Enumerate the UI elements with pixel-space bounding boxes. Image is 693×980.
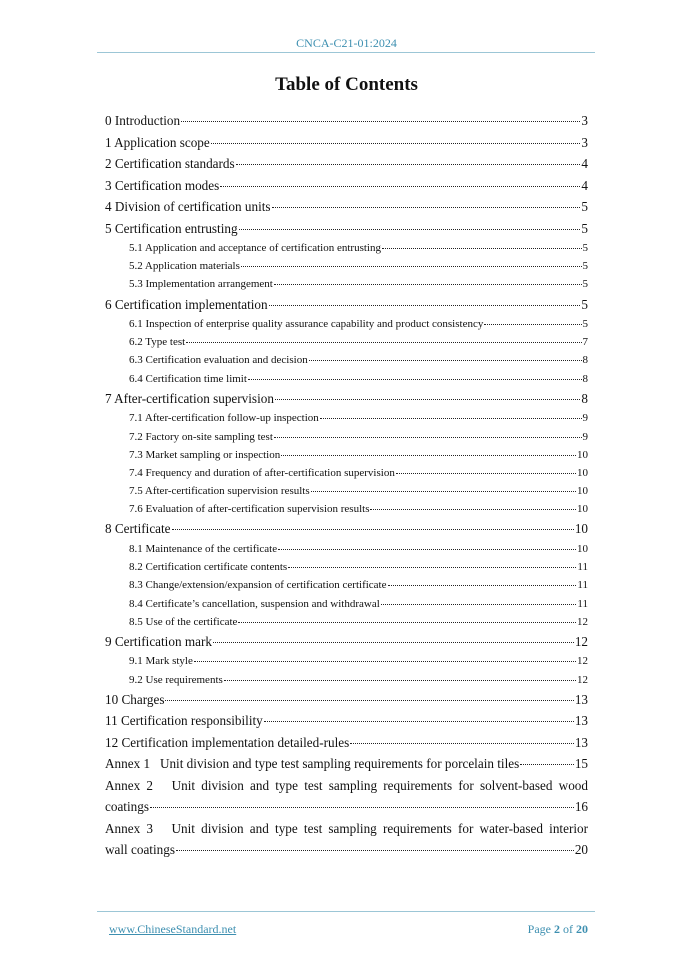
toc-entry-page: 4 <box>581 177 588 193</box>
toc-subsection-entry[interactable] <box>105 428 588 446</box>
toc-entry-page: 3 <box>581 134 588 150</box>
dot-leader <box>211 143 581 144</box>
toc-entry-page: 7 <box>582 336 588 349</box>
toc-entry-title: 7.3 Market sampling or inspection <box>129 448 281 461</box>
toc-entry-page: 10 <box>577 503 588 516</box>
toc-entry-title: 7.1 After-certification follow-up inspection <box>129 412 319 425</box>
toc-subsection-entry[interactable] <box>105 257 588 275</box>
toc-subsection-entry[interactable] <box>105 558 588 576</box>
dot-leader <box>238 622 576 623</box>
toc-section-entry[interactable] <box>105 153 588 175</box>
dot-leader <box>194 661 576 662</box>
dot-leader <box>172 529 574 530</box>
page-number <box>528 922 588 937</box>
dot-leader <box>269 305 581 306</box>
toc-entry-title: Annex 3 Unit division and type test sampling requirements for water-based interior <box>105 820 588 836</box>
toc-subsection-entry[interactable] <box>105 446 588 464</box>
toc-section-entry[interactable] <box>105 710 588 732</box>
dot-leader <box>236 164 581 165</box>
toc-section-entry[interactable] <box>105 175 588 197</box>
toc-entry-title: 7.5 After-certification supervision results <box>129 485 310 498</box>
toc-entry-page: 12 <box>574 633 588 649</box>
dot-leader <box>381 604 577 605</box>
toc-annex-2[interactable] <box>105 775 588 818</box>
toc-subsection-entry[interactable] <box>105 613 588 631</box>
toc-section-entry[interactable] <box>105 388 588 410</box>
toc-entry-title: 9 Certification mark <box>105 633 212 649</box>
toc-entry-title: 7 After-certification supervision <box>105 390 274 406</box>
toc-entry-title: 10 Charges <box>105 691 165 707</box>
dot-leader <box>150 807 574 808</box>
toc-entry-title: 5.2 Application materials <box>129 260 240 273</box>
toc-entry-page: 9 <box>582 430 588 443</box>
dot-leader <box>309 360 582 361</box>
toc-subsection-entry[interactable] <box>105 671 588 689</box>
toc-section-entry[interactable] <box>105 689 588 711</box>
toc-entry-page: 20 <box>574 842 588 858</box>
dot-leader <box>388 585 577 586</box>
toc-entry-title: 9.1 Mark style <box>129 655 193 668</box>
toc-entries <box>105 110 588 753</box>
toc-entry-title: 5.1 Application and acceptance of certification entrusting <box>129 242 381 254</box>
toc-entry-title: 8.2 Certification certificate contents <box>129 561 288 574</box>
toc-entry-title: 12 Certification implementation detailed-rules <box>105 734 350 750</box>
toc-entry-page: 10 <box>574 521 588 537</box>
dot-leader <box>350 743 574 744</box>
toc-entry-page: 10 <box>577 542 588 555</box>
table-of-contents <box>105 110 588 861</box>
header-divider <box>97 52 595 53</box>
toc-entry-title: 6.1 Inspection of enterprise quality assurance capability and product consistency <box>129 318 484 331</box>
toc-section-entry[interactable] <box>105 294 588 316</box>
toc-subsection-entry[interactable] <box>105 239 588 257</box>
toc-subsection-entry[interactable] <box>105 315 588 333</box>
toc-entry-title: 8.5 Use of the certificate <box>129 615 238 628</box>
dot-leader <box>278 549 576 550</box>
toc-entry-title: 0 Introduction <box>105 113 181 128</box>
dot-leader <box>248 379 582 380</box>
dot-leader <box>275 399 580 400</box>
toc-subsection-entry[interactable] <box>105 351 588 369</box>
toc-entry-title: 7.6 Evaluation of after-certification supervision results <box>129 503 370 516</box>
toc-entry-title-cont: wall coatings <box>105 842 175 858</box>
toc-entry-title: 8 Certificate <box>105 521 171 537</box>
toc-subsection-entry[interactable] <box>105 500 588 518</box>
toc-annex-1[interactable] <box>105 753 588 775</box>
toc-entry-page: 8 <box>581 390 588 406</box>
page-title: Table of Contents <box>275 74 418 95</box>
toc-entry-page: 3 <box>581 113 588 128</box>
dot-leader <box>320 418 582 419</box>
toc-entry-page: 8 <box>582 372 588 385</box>
toc-entry-title: Annex 1 Unit division and type test sampling requirements for porcelain tiles <box>105 756 520 772</box>
toc-subsection-entry[interactable] <box>105 540 588 558</box>
document-code-header: CNCA-C21-01:2024 <box>296 36 397 50</box>
toc-entry-page: 4 <box>581 156 588 171</box>
dot-leader <box>239 229 581 230</box>
toc-entry-page: 13 <box>574 713 588 729</box>
toc-entry-title: 7.2 Factory on-site sampling test <box>129 430 273 443</box>
toc-section-entry[interactable] <box>105 110 588 132</box>
dot-leader <box>274 437 582 438</box>
toc-entry-page: 12 <box>577 615 588 628</box>
toc-entry-page: 8 <box>582 354 588 367</box>
page-current: 2 <box>554 922 560 936</box>
dot-leader <box>520 764 574 765</box>
toc-entry-page: 11 <box>577 579 588 592</box>
dot-leader <box>382 248 582 249</box>
dot-leader <box>484 324 581 325</box>
toc-entry-page: 9 <box>582 412 588 425</box>
toc-subsection-entry[interactable] <box>105 482 588 500</box>
toc-entry-page: 10 <box>577 448 588 461</box>
toc-entry-title: 8.1 Maintenance of the certificate <box>129 542 278 555</box>
toc-subsection-entry[interactable] <box>105 464 588 482</box>
dot-leader <box>396 473 576 474</box>
toc-section-entry[interactable] <box>105 518 588 540</box>
dot-leader <box>186 342 581 343</box>
toc-section-entry[interactable] <box>105 132 588 154</box>
toc-section-entry[interactable] <box>105 196 588 218</box>
toc-entry-page: 12 <box>577 673 588 686</box>
toc-subsection-entry[interactable] <box>105 275 588 293</box>
toc-entry-page: 5 <box>581 199 588 214</box>
dot-leader <box>224 680 576 681</box>
website-link[interactable]: www.ChineseStandard.net <box>109 922 237 936</box>
toc-section-entry[interactable] <box>105 218 588 240</box>
dot-leader <box>220 186 580 187</box>
toc-entry-title: Annex 2 Unit division and type test sampling requirements for solvent-based wood <box>105 777 588 793</box>
toc-subsection-entry[interactable] <box>105 576 588 594</box>
toc-entry-title: 3 Certification modes <box>105 177 220 193</box>
toc-entry-title: 5 Certification entrusting <box>105 220 238 236</box>
page-of: of <box>563 922 573 936</box>
toc-entry-title: 6.2 Type test <box>129 336 186 349</box>
dot-leader <box>181 121 580 122</box>
toc-section-entry[interactable] <box>105 631 588 653</box>
toc-entry-title: 6.4 Certification time limit <box>129 372 247 385</box>
toc-annex-3[interactable] <box>105 818 588 861</box>
toc-subsection-entry[interactable] <box>105 652 588 670</box>
toc-entry-title: 6.3 Certification evaluation and decision <box>129 354 308 367</box>
toc-entry-page: 5 <box>582 318 588 331</box>
toc-entry-page: 5 <box>581 296 588 312</box>
toc-entry-page: 5 <box>582 242 588 254</box>
toc-entry-page: 11 <box>577 597 588 610</box>
dot-leader <box>241 266 582 267</box>
toc-entry-page: 12 <box>577 655 588 668</box>
toc-entry-title: 4 Division of certification units <box>105 199 271 214</box>
footer-divider <box>97 911 595 912</box>
toc-entry-title: 6 Certification implementation <box>105 296 268 312</box>
toc-entry-page: 13 <box>574 734 588 750</box>
dot-leader <box>272 207 581 208</box>
toc-entry-page: 11 <box>577 561 588 574</box>
dot-leader <box>213 642 574 643</box>
toc-entry-page: 5 <box>581 220 588 236</box>
toc-entry-title: 11 Certification responsibility <box>105 713 263 729</box>
toc-subsection-entry[interactable] <box>105 333 588 351</box>
dot-leader <box>165 700 573 701</box>
toc-entry-title: 2 Certification standards <box>105 156 235 171</box>
toc-entry-page: 16 <box>574 799 588 815</box>
toc-entry-page: 5 <box>582 278 588 291</box>
toc-entry-page: 5 <box>582 260 588 273</box>
toc-subsection-entry[interactable] <box>105 595 588 613</box>
toc-entry-page: 13 <box>574 691 588 707</box>
toc-entry-title: 5.3 Implementation arrangement <box>129 278 273 291</box>
dot-leader <box>288 567 576 568</box>
page-total: 20 <box>576 922 588 936</box>
toc-entry-title: 1 Application scope <box>105 134 210 150</box>
dot-leader <box>176 850 574 851</box>
toc-entry-title: 9.2 Use requirements <box>129 673 223 686</box>
toc-entry-title: 8.3 Change/extension/expansion of certification certificate <box>129 579 387 592</box>
toc-entry-title: 8.4 Certificate’s cancellation, suspension and withdrawal <box>129 597 380 610</box>
toc-entry-page: 10 <box>577 485 588 498</box>
dot-leader <box>311 491 576 492</box>
toc-subsection-entry[interactable] <box>105 370 588 388</box>
toc-entry-title: 7.4 Frequency and duration of after-certification supervision <box>129 466 395 479</box>
dot-leader <box>264 721 574 722</box>
dot-leader <box>281 455 576 456</box>
toc-entry-page: 10 <box>577 466 588 479</box>
toc-entry-title-cont: coatings <box>105 799 149 815</box>
dot-leader <box>370 509 576 510</box>
page-prefix: Page <box>527 922 551 936</box>
toc-section-entry[interactable] <box>105 732 588 754</box>
dot-leader <box>274 284 582 285</box>
toc-subsection-entry[interactable] <box>105 409 588 427</box>
toc-entry-page: 15 <box>574 756 588 772</box>
